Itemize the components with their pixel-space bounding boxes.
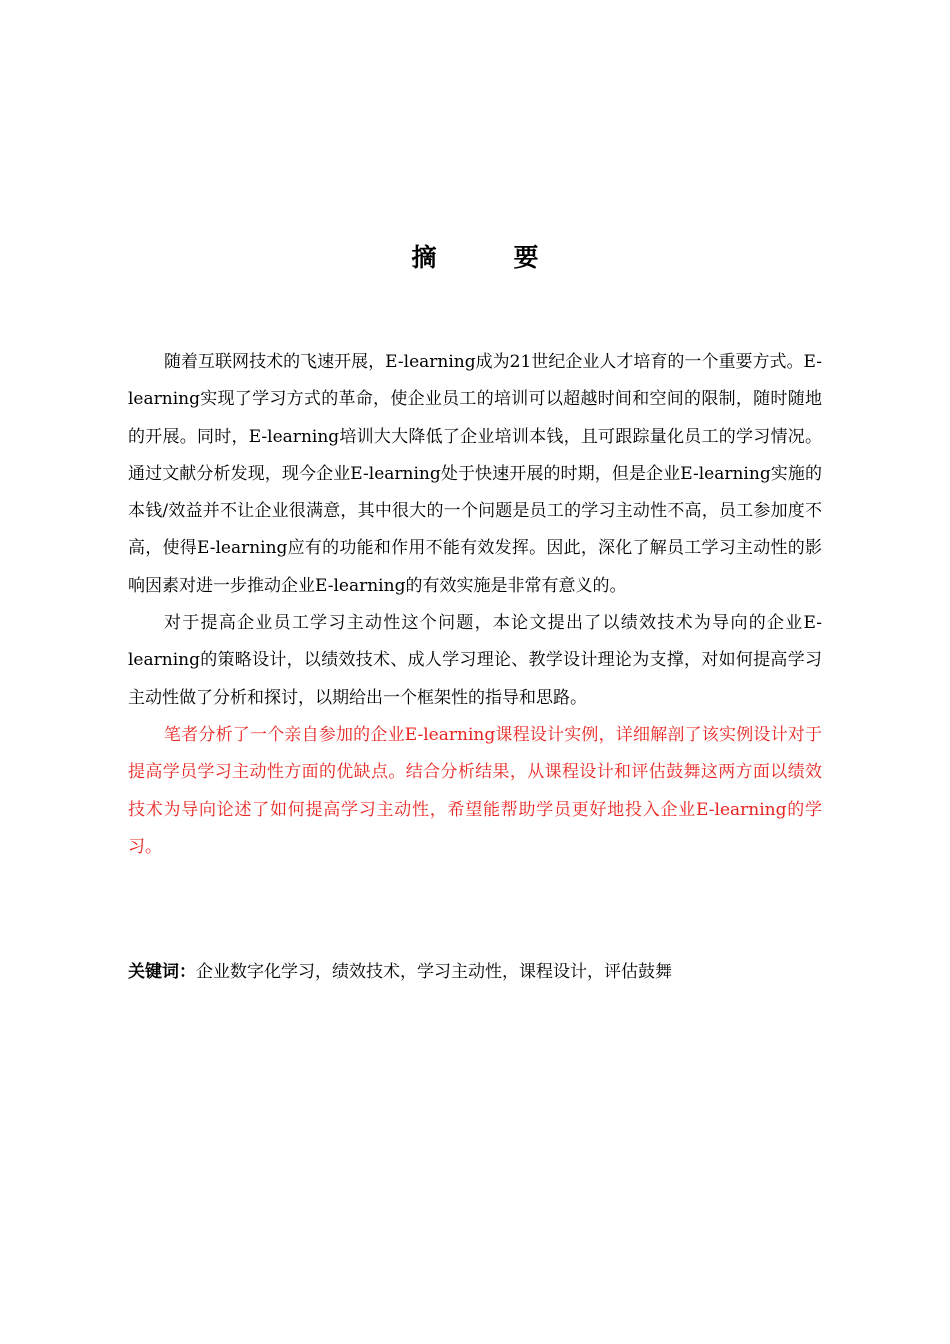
abstract-paragraph-1: 随着互联网技术的飞速开展，E-learning成为21世纪企业人才培育的一个重要方式。E-learning实现了学习方式的革命，使企业员工的培训可以超越时间和空间的限制，随时随地的开展。同时，E-learning培训大大降低了企业培训本钱，且可跟踪量化员工的学习情况。通过文献分析发现，现今企业E-learning处于快速开展的时期，但是企业E-learning实施的本钱/效益并不让企业很满意，其中很大的一个问题是员工的学习主动性不高，员工参加度不高，使得E-learning应有的功能和作用不能有效发挥。因此，深化了解员工学习主动性的影响因素对进一步推动企业E-learning的有效实施是非常有意义的。 xyxy=(128,352,822,596)
abstract-body xyxy=(128,344,822,866)
keywords-line xyxy=(128,954,822,990)
abstract-title: 摘 要 xyxy=(411,243,565,272)
abstract-paragraph-2: 对于提高企业员工学习主动性这个问题，本论文提出了以绩效技术为导向的企业E-learning的策略设计，以绩效技术、成人学习理论、教学设计理论为支撑，对如何提高学习主动性做了分析和探讨，以期给出一个框架性的指导和思路。 xyxy=(128,613,822,708)
abstract-paragraph-3-highlighted: 笔者分析了一个亲自参加的企业E-learning课程设计实例，详细解剖了该实例设计对于提高学员学习主动性方面的优缺点。结合分析结果，从课程设计和评估鼓舞这两方面以绩效技术为导向论述了如何提高学习主动性，希望能帮助学员更好地投入企业E-learning的学习。 xyxy=(128,724,822,857)
keywords-value: 企业数字化学习，绩效技术，学习主动性，课程设计，评估鼓舞 xyxy=(196,962,672,982)
keywords-label: 关键词： xyxy=(128,962,196,982)
